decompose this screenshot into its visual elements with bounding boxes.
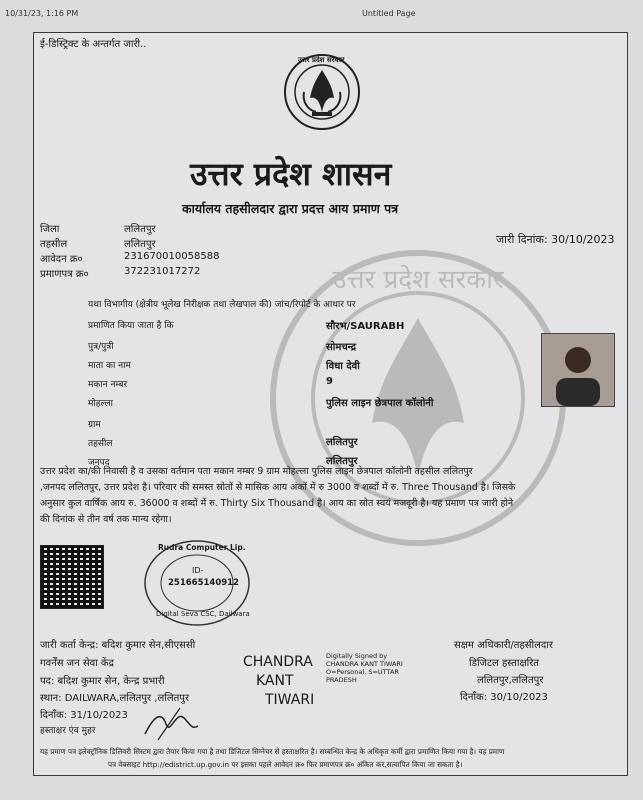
field-value-janpad: ललितपुर: [326, 456, 358, 467]
footer-line-1: यह प्रमाण पत्र इलेक्ट्रॉनिक डिलिवरी सिस्टम द्वारा तैयार किया गया है तथा डिजिटल सिग्नेचर से हस्ताक्षरित है। सम्बन्धित केन्द्र के अधिकृत कर्मी द्वारा प्रमाणित किया गया है। यह प्रमाण: [40, 747, 505, 756]
certificate-title: कार्यालय तहसीलदार द्वारा प्रदत्त आय प्रमाण पत्र: [182, 201, 399, 216]
signer-name-2: KANT: [256, 673, 294, 689]
field-label-janpad: जनपद: [88, 458, 110, 468]
income-paragraph-line-3: अनुसार कुल वार्षिक आय रु. 36000 व शब्दों में रु. Thirty Six Thousand है। आय का स्रोत स्वयं मजदूरी है। यह प्रमाण पत्र जारी होने: [40, 498, 514, 509]
field-label-locality: मोहल्ला: [88, 399, 113, 409]
field-value-house: 9: [326, 376, 333, 387]
issuer-line-6: हस्ताक्षर एंव मुहर: [40, 726, 96, 736]
field-label-mother: माता का नाम: [88, 361, 131, 371]
field-value-parent: सोमचन्द्र: [326, 342, 357, 353]
svg-text:उत्तर प्रदेश सरकार: उत्तर प्रदेश सरकार: [332, 265, 504, 295]
issuer-line-2: गवर्नेंस जन सेवा केंद्र: [40, 658, 114, 669]
meta-value-district: ललितपुर: [124, 224, 156, 235]
issue-date: जारी दिनांक: 30/10/2023: [496, 233, 615, 246]
issuer-line-3: पद: बदिश कुमार सेन, केन्द्र प्रभारी: [40, 676, 165, 687]
authority-line-2: डिजिटल हस्ताक्षरित: [469, 658, 539, 669]
qr-code: [40, 545, 104, 609]
meta-value-certificate: 372231017272: [124, 266, 201, 277]
stamp-top-text: Rudra Computer Lip.: [158, 543, 246, 552]
emblem-text: उत्तर प्रदेश सरकार: [298, 56, 345, 64]
issuer-line-1: जारी कर्ता केन्द्र: बदिश कुमार सेन,सीएससी: [40, 640, 196, 651]
intro-line-1: यथा विभागीय (क्षेत्रीय भूलेख निरीक्षक तथा लेखपाल की) जांच/रिपोर्ट के आधार पर: [88, 300, 356, 310]
meta-value-tehsil: ललितपुर: [124, 239, 156, 250]
stamp-id-label: ID-: [192, 566, 204, 575]
meta-label-certificate: प्रमाणपत्र क्र०: [40, 269, 89, 280]
income-paragraph-line-2: ,जनपद ललितपुर, उत्तर प्रदेश है। परिवार की समस्त स्रोतों से मासिक आय अंकों में रु 3000 व शब्दों में रु. Three Thousand है। जिसके: [40, 482, 516, 493]
income-paragraph-line-1: उत्तर प्रदेश का/की निवासी है व उसका वर्तमान पता मकान नम्बर 9 ग्राम मोहल्ला पुलिस लाइन छेत्रपाल कॉलोनी तहसील ललितपुर: [40, 466, 473, 477]
field-label-tehsil: तहसील: [88, 439, 113, 449]
field-value-mother: विधा देवी: [326, 361, 360, 372]
authority-line-1: सक्षम अधिकारी/तहसीलदार: [454, 640, 553, 651]
govt-title: उत्तर प्रदेश शासन: [190, 155, 392, 193]
digital-sig-line-3: O=Personal, S=UTTAR: [326, 668, 399, 676]
digital-sig-line-4: PRADESH: [326, 676, 357, 684]
field-value-name: सौरभ/SAURABH: [326, 321, 405, 332]
footer-line-2: पत्र वेबसाइट http://edistrict.up.gov.in पर इसका पहले आवेदन क्र० फिर प्रमाणपत्र क्र० अंकित कर,सत्यापित किया जा सकता है।: [108, 760, 463, 769]
digital-sig-line-1: Digitally Signed by: [326, 652, 388, 660]
browser-timestamp: 10/31/23, 1:16 PM: [5, 9, 79, 18]
field-value-tehsil: ललितपुर: [326, 437, 358, 448]
meta-label-district: जिला: [40, 224, 60, 235]
field-label-village: ग्राम: [88, 420, 101, 430]
digital-sig-line-2: CHANDRA KANT TIWARI: [326, 660, 403, 668]
signer-name-1: CHANDRA: [243, 654, 313, 670]
meta-label-tehsil: तहसील: [40, 239, 68, 250]
stamp-bottom-text: Digital Seva CSC, Dailwara: [156, 610, 250, 618]
issuer-line-4: स्थान: DAILWARA,ललितपुर ,ललितपुर: [40, 693, 190, 704]
district-note: ई-डिस्ट्रिक्ट के अन्तर्गत जारी..: [40, 39, 147, 50]
field-label-house: मकान नम्बर: [88, 380, 128, 390]
person-silhouette-icon: [542, 334, 614, 406]
applicant-photo: [541, 333, 615, 407]
stamp-id-value: 251665140912: [168, 578, 239, 588]
income-paragraph-line-4: की दिनांक से तीन वर्ष तक मान्य रहेगा।: [40, 514, 172, 525]
signer-name-3: TIWARI: [265, 692, 315, 708]
authority-line-3: ललितपुर,ललितपुर: [477, 675, 544, 686]
issuer-line-5: दिनाँक: 31/10/2023: [40, 710, 128, 721]
meta-value-application: 231670010058588: [124, 251, 220, 262]
intro-line-2: प्रमाणित किया जाता है कि: [88, 321, 174, 331]
handwritten-signature-icon: [140, 704, 200, 744]
field-label-parent: पुत्र/पुत्री: [88, 342, 114, 352]
meta-label-application: आवेदन क्र०: [40, 254, 83, 265]
field-value-locality: पुलिस लाइन छेत्रपाल कॉलोनी: [326, 398, 434, 409]
authority-line-4: दिनाँक: 30/10/2023: [460, 692, 548, 703]
browser-page-title: Untitled Page: [362, 9, 416, 18]
